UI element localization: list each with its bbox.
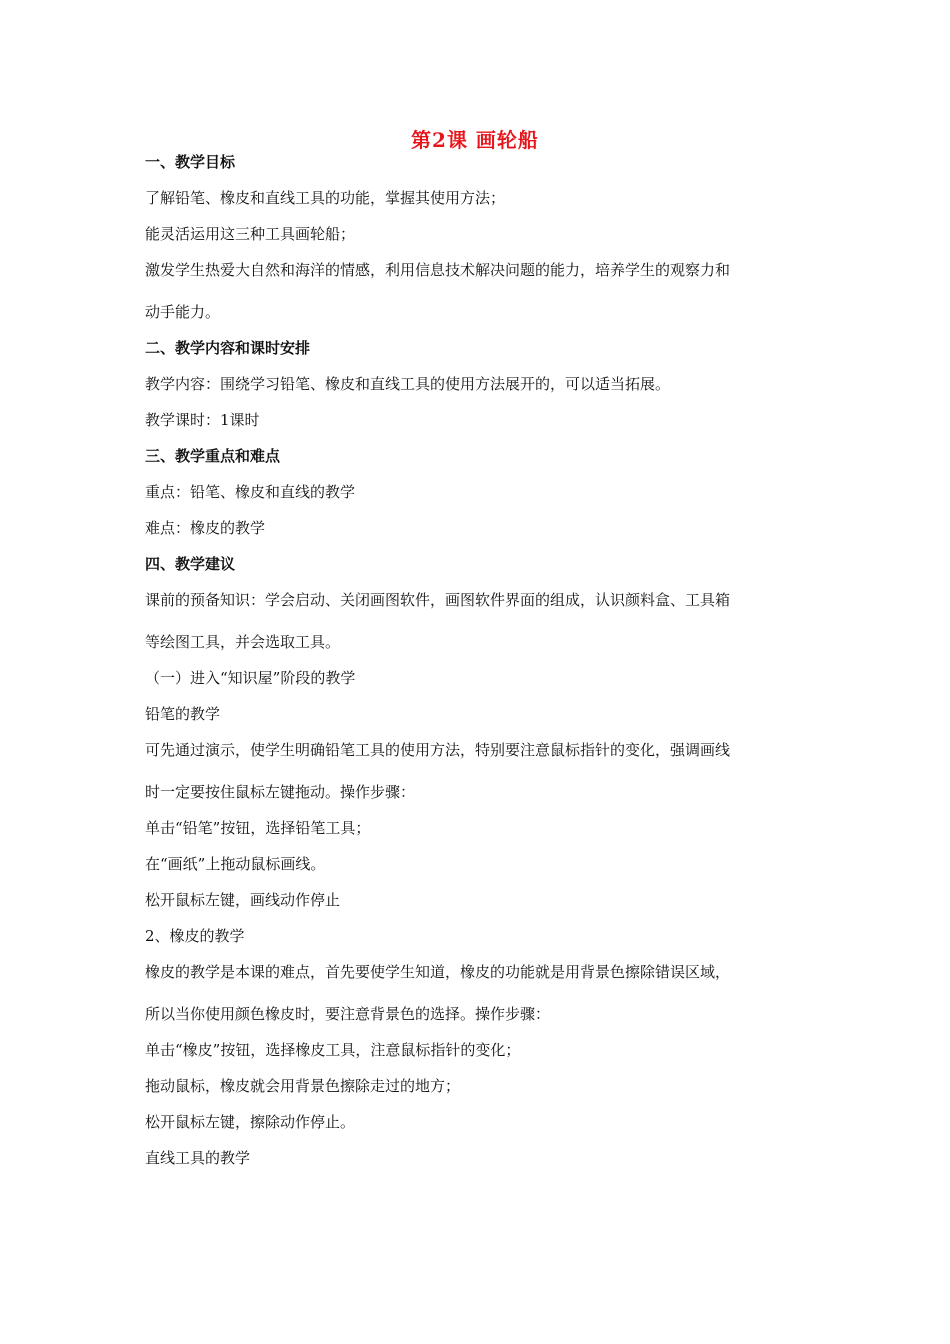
section-heading-key-points: 三、教学重点和难点 xyxy=(145,447,281,465)
paragraph: 课前的预备知识：学会启动、关闭画图软件，画图软件界面的组成，认识颜料盒、工具箱 xyxy=(145,591,731,609)
section-heading-objectives: 一、教学目标 xyxy=(145,153,236,171)
paragraph: 难点：橡皮的教学 xyxy=(145,519,266,537)
paragraph: 拖动鼠标，橡皮就会用背景色擦除走过的地方； xyxy=(145,1077,461,1095)
paragraph: 橡皮的教学是本课的难点，首先要使学生知道，橡皮的功能就是用背景色擦除错误区域， xyxy=(145,963,731,981)
paragraph: 直线工具的教学 xyxy=(145,1149,251,1167)
paragraph: 在“画纸”上拖动鼠标画线。 xyxy=(145,855,326,873)
paragraph: 松开鼠标左键，擦除动作停止。 xyxy=(145,1113,356,1131)
paragraph: 松开鼠标左键，画线动作停止 xyxy=(145,891,341,909)
paragraph: 能灵活运用这三种工具画轮船； xyxy=(145,225,356,243)
paragraph: 单击“橡皮”按钮，选择橡皮工具，注意鼠标指针的变化； xyxy=(145,1041,521,1059)
paragraph: 等绘图工具，并会选取工具。 xyxy=(145,633,341,651)
paragraph: 教学课时：1课时 xyxy=(145,411,260,429)
section-heading-content: 二、教学内容和课时安排 xyxy=(145,339,311,357)
page-title: 第2课 画轮船 xyxy=(411,128,539,152)
document-body xyxy=(145,150,810,1182)
paragraph: 可先通过演示，使学生明确铅笔工具的使用方法，特别要注意鼠标指针的变化，强调画线 xyxy=(145,741,731,759)
paragraph: 教学内容：围绕学习铅笔、橡皮和直线工具的使用方法展开的，可以适当拓展。 xyxy=(145,375,671,393)
subsection-heading: （一）进入“知识屋”阶段的教学 xyxy=(145,669,356,687)
paragraph: 激发学生热爱大自然和海洋的情感，利用信息技术解决问题的能力，培养学生的观察力和 xyxy=(145,261,731,279)
paragraph: 单击“铅笔”按钮，选择铅笔工具； xyxy=(145,819,371,837)
paragraph: 时一定要按住鼠标左键拖动。操作步骤： xyxy=(145,783,416,801)
paragraph: 重点：铅笔、橡皮和直线的教学 xyxy=(145,483,356,501)
paragraph: 动手能力。 xyxy=(145,303,221,321)
paragraph: 2、橡皮的教学 xyxy=(145,927,245,945)
paragraph: 了解铅笔、橡皮和直线工具的功能，掌握其使用方法； xyxy=(145,189,506,207)
section-heading-suggestions: 四、教学建议 xyxy=(145,555,236,573)
paragraph: 所以当你使用颜色橡皮时，要注意背景色的选择。操作步骤： xyxy=(145,1005,551,1023)
paragraph: 铅笔的教学 xyxy=(145,705,221,723)
